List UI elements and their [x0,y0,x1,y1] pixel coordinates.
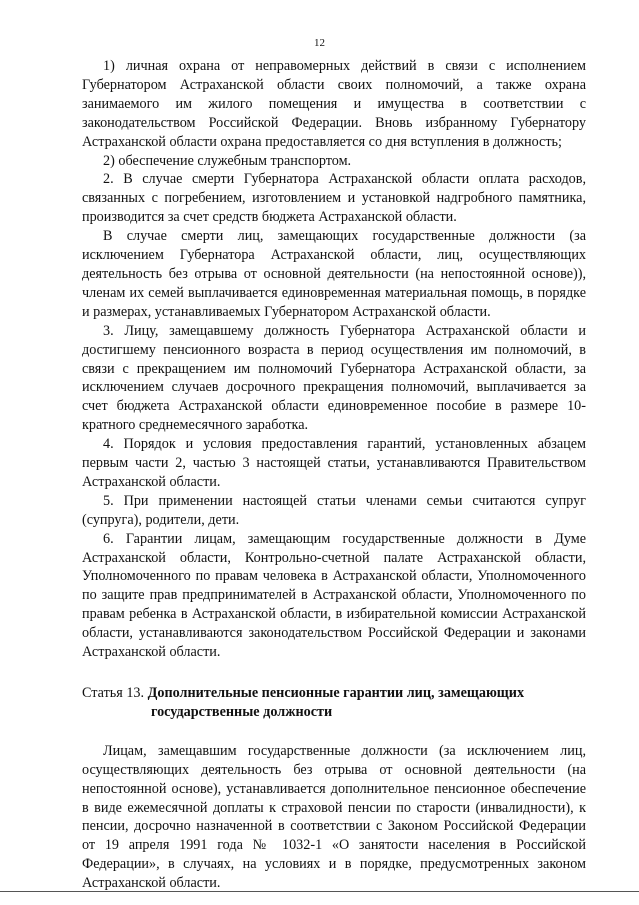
document-body [82,57,586,893]
paragraph: 4. Порядок и условия предоставления гарантий, установленных абзацем первым части 2, частью 3 настоящей статьи, устанавливаются Правительством Астраханской области. [82,436,586,490]
article-heading [82,684,586,722]
page-number: 12 [314,37,325,49]
article-title: Дополнительные пенсионные гарантии лиц, замещающих государственные должности [147,685,525,720]
paragraph: Лицам, замещавшим государственные должности (за исключением лиц, осуществляющих деятельность без отрыва от основной деятельности (на непостоянной основе), устанавливается дополнительное пенсионное обеспечение в виде ежемесячной доплаты к страховой пенсии по старости (инвалидности), к пенсии, досрочно назначенной в соответствии с Законом Российской Федерации от 19 апреля 1991 года № 1032-1 «О занятости населения в Российской Федерации», в случаях, на условиях и в порядке, предусмотренных законом Астраханской области. [82,742,586,892]
paragraph: В случае смерти лиц, замещающих государственные должности (за исключением Губернатора Астраханской области, лиц, осуществляющих деятельность без отрыва от основной деятельности (на непостоянной основе)), членам их семей выплачивается единовременная материальная помощь, в порядке и размерах, устанавливаемых Губернатором Астраханской области. [82,228,586,320]
paragraph: 2. В случае смерти Губернатора Астраханской области оплата расходов, связанных с погребением, изготовлением и установкой надгробного памятника, производится за счет средств бюджета Астраханской области. [82,171,586,226]
paragraph: 5. При применении настоящей статьи членами семьи считаются супруг (супруга), родители, дети. [82,492,586,528]
article-number: Статья 13. [82,685,145,701]
paragraph: 1) личная охрана от неправомерных действий в связи с исполнением Губернатором Астраханской области своих полномочий, а также охрана занимаемого им жилого помещения и имущества в соответствии с законодательством Российской Федерации. Вновь избранному Губернатору Астраханской области охрана предоставляется со дня вступления в должность; [82,58,586,150]
paragraph: 2) обеспечение служебным транспортом. [103,152,352,169]
paragraph: 3. Лицу, замещавшему должность Губернатора Астраханской области и достигшему пенсионного возраста в период осуществления им полномочий, в связи с прекращением им полномочий Губернатора Астраханской области, за исключением случаев досрочного прекращения полномочий, выплачивается за счет бюджета Астраханской области единовременное пособие в размере 10-кратного среднемесячного заработка. [82,322,586,434]
paragraph: 6. Гарантии лицам, замещающим государственные должности в Думе Астраханской области, Контрольно-счетной палате Астраханской области, Уполномоченного по правам человека в Астраханской области, Уполномоченного по защите прав предпринимателей в Астраханской области, Уполномоченного по правам ребенка в Астраханской области, в избирательной комиссии Астраханской области, устанавливаются законодательством Российской Федерации и законами Астраханской области. [82,530,586,661]
footer-divider [0,891,639,892]
